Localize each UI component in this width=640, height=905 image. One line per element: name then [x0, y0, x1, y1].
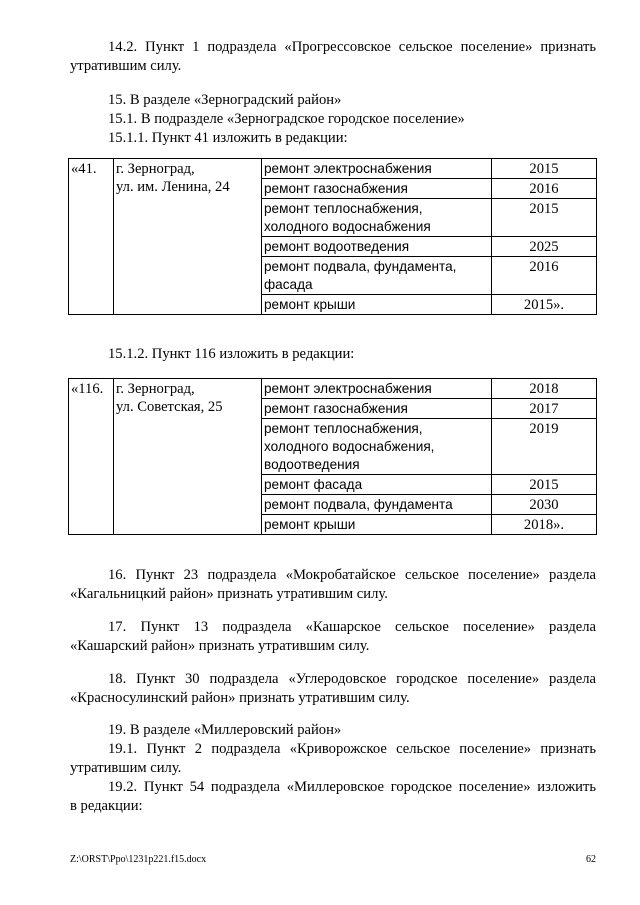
table-row: [69, 159, 597, 179]
paragraph-14-2-line2: утратившим силу.: [70, 58, 182, 74]
table-item-116: [68, 378, 597, 535]
year-cell: 2030: [492, 495, 597, 515]
paragraph-19-2-line2: в редакции:: [70, 798, 143, 814]
item-number: «41.: [69, 159, 114, 315]
year-cell: 2025: [492, 237, 597, 257]
year-cell: 2015: [492, 199, 597, 237]
table-row: [69, 379, 597, 399]
work-cell: ремонт подвала, фундамента: [262, 495, 492, 515]
paragraph-19-1-line2: утратившим силу.: [70, 760, 182, 776]
paragraph-15: 15. В разделе «Зерноградский район»: [108, 92, 342, 108]
paragraph-18-line2: «Красносулинский район» признать утратившим силу.: [70, 690, 410, 706]
work-cell: ремонт газоснабжения: [262, 399, 492, 419]
year-cell: 2018».: [492, 515, 597, 535]
year-cell: 2015: [492, 159, 597, 179]
work-cell: ремонт теплоснабжения, холодного водоснабжения, водоотведения: [262, 419, 492, 475]
address-city: г. Зерноград,: [116, 161, 195, 177]
year-cell: 2018: [492, 379, 597, 399]
address-cell: [114, 159, 262, 315]
table-item-41: [68, 158, 597, 315]
year-cell: 2015».: [492, 295, 597, 315]
address-cell: [114, 379, 262, 535]
footer-file-path: Z:\ORST\Ppo\1231p221.f15.docx: [70, 854, 207, 865]
paragraph-14-2-line1: 14.2. Пункт 1 подраздела «Прогрессовское сельское поселение» признать: [108, 39, 596, 55]
work-cell: ремонт водоотведения: [262, 237, 492, 257]
work-cell: ремонт крыши: [262, 515, 492, 535]
year-cell: 2015: [492, 475, 597, 495]
work-cell: ремонт фасада: [262, 475, 492, 495]
year-cell: 2016: [492, 179, 597, 199]
address-street: ул. им. Ленина, 24: [116, 179, 230, 195]
work-cell: ремонт подвала, фундамента, фасада: [262, 257, 492, 295]
year-cell: 2016: [492, 257, 597, 295]
address-street: ул. Советская, 25: [116, 399, 223, 415]
work-cell: ремонт электроснабжения: [262, 379, 492, 399]
paragraph-17-line2: «Кашарский район» признать утратившим силу.: [70, 638, 370, 654]
paragraph-19-2-line1: 19.2. Пункт 54 подраздела «Миллеровское городское поселение» изложить: [108, 779, 596, 795]
paragraph-19: 19. В разделе «Миллеровский район»: [108, 722, 342, 738]
paragraph-16-line1: 16. Пункт 23 подраздела «Мокробатайское сельское поселение» раздела: [108, 567, 596, 583]
paragraph-18-line1: 18. Пункт 30 подраздела «Углеродовское городское поселение» раздела: [108, 671, 596, 687]
paragraph-19-1-line1: 19.1. Пункт 2 подраздела «Криворожское сельское поселение» признать: [108, 741, 596, 757]
paragraph-17-line1: 17. Пункт 13 подраздела «Кашарское сельское поселение» раздела: [108, 619, 596, 635]
work-cell: ремонт теплоснабжения, холодного водоснабжения: [262, 199, 492, 237]
footer-page-number: 62: [586, 854, 596, 865]
paragraph-15-1-1: 15.1.1. Пункт 41 изложить в редакции:: [108, 130, 348, 146]
work-cell: ремонт электроснабжения: [262, 159, 492, 179]
year-cell: 2019: [492, 419, 597, 475]
work-cell: ремонт газоснабжения: [262, 179, 492, 199]
year-cell: 2017: [492, 399, 597, 419]
work-cell: ремонт крыши: [262, 295, 492, 315]
paragraph-16-line2: «Кагальницкий район» признать утратившим силу.: [70, 586, 388, 602]
paragraph-15-1-2: 15.1.2. Пункт 116 изложить в редакции:: [108, 346, 355, 362]
address-city: г. Зерноград,: [116, 381, 195, 397]
item-number: «116.: [69, 379, 114, 535]
paragraph-15-1: 15.1. В подразделе «Зерноградское городское поселение»: [108, 111, 465, 127]
